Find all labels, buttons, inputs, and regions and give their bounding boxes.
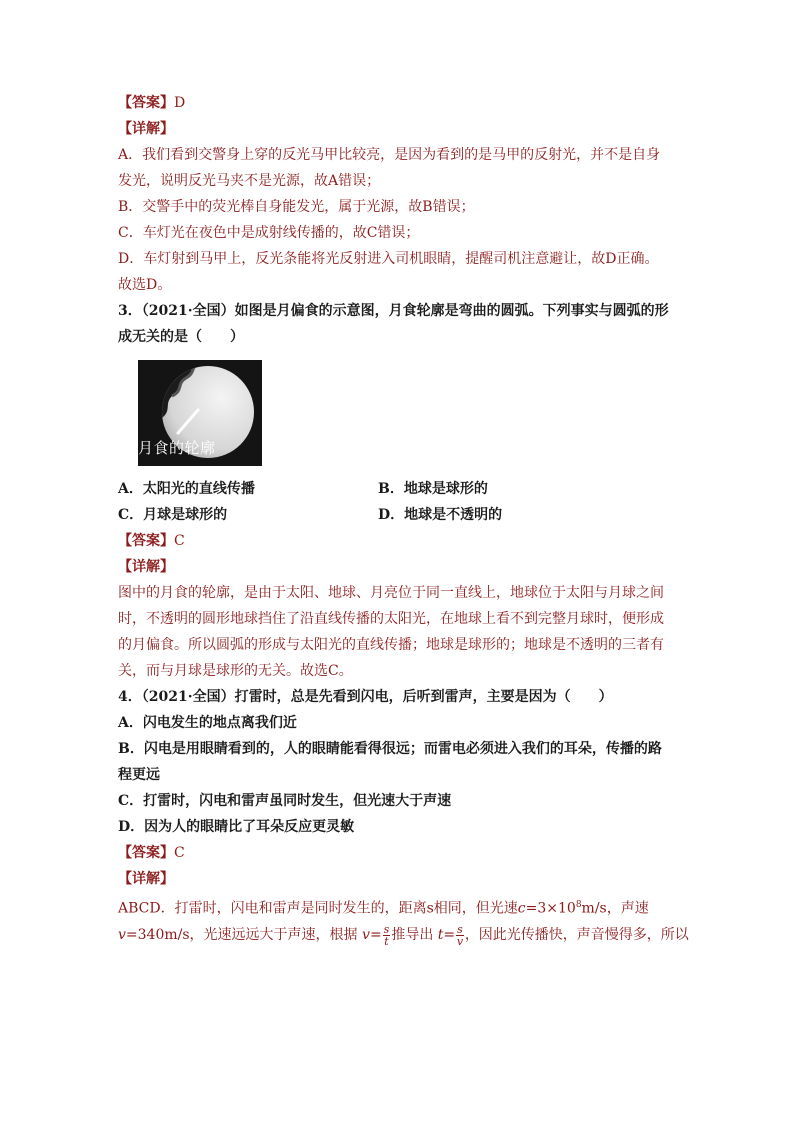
question-stem: 4．（2021·全国）打雷时，总是先看到闪电，后听到雷声，主要是因为（ ） <box>118 689 613 705</box>
question-stem: 3．（2021·全国）如图是月偏食的示意图，月食轮廓是弯曲的圆弧。下列事实与圆弧的形 <box>118 303 669 319</box>
formula-fraction: $\frac{s}{v}$ <box>456 922 464 948</box>
detail-text: D．车灯射到马甲上，反光条能将光反射进入司机眼睛，提醒司机注意避让，故D正确。 <box>118 251 659 267</box>
option-b: B．地球是球形的 <box>378 481 488 497</box>
detail-text: 的月偏食。所以圆弧的形成与太阳光的直线传播；地球是球形的；地球是不透明的三者有 <box>118 637 664 653</box>
detail-text: 图中的月食的轮廓，是由于太阳、地球、月亮位于同一直线上，地球位于太阳与月球之间 <box>118 585 664 601</box>
answer-line: 【答案】D <box>118 95 186 111</box>
detail-label: 【详解】 <box>118 559 174 575</box>
figure-caption: 月食的轮廓 <box>138 439 216 457</box>
option-a: A．太阳光的直线传播 <box>118 481 255 497</box>
detail-label: 【详解】 <box>118 871 174 887</box>
question-stem: 成无关的是（ ） <box>118 329 244 345</box>
detail-text: C．车灯光在夜色中是成射线传播的，故C错误； <box>118 225 420 241</box>
option-b-cont: 程更远 <box>118 767 160 783</box>
detail-text: 时，不透明的圆形地球挡住了沿直线传播的太阳光，在地球上看不到完整月球时，便形成 <box>118 611 664 627</box>
options-row <box>118 502 678 528</box>
lunar-eclipse-figure <box>138 360 262 466</box>
detail-text: 关，而与月球是球形的无关。故选C。 <box>118 663 353 679</box>
option-d: D．地球是不透明的 <box>378 507 503 523</box>
answer-line: 【答案】C <box>118 845 185 861</box>
answer-line: 【答案】C <box>118 533 185 549</box>
option-a: A．闪电发生的地点离我们近 <box>118 715 297 731</box>
detail-text: ABCD．打雷时，闪电和雷声是同时发生的，距离s相同，但光速$c=3\times 10^8m/s$，声速 <box>118 900 649 917</box>
detail-text: A．我们看到交警身上穿的反光马甲比较亮，是因为看到的是马甲的反射光，并不是自身 <box>118 147 661 163</box>
option-c: C．月球是球形的 <box>118 507 228 523</box>
detail-text: v=340m/s，光速远远大于声速，根据 v= $\frac{s}{t}$ 推导出 t= $\frac{s}{v}$ ，因此光传播快，声音慢得多，所以 <box>118 922 689 948</box>
detail-text: 发光，说明反光马夹不是光源，故A错误； <box>118 173 381 189</box>
options-row <box>118 476 678 502</box>
detail-text: 故选D。 <box>118 277 172 293</box>
formula-fraction: $\frac{s}{t}$ <box>383 922 390 948</box>
detail-label: 【详解】 <box>118 121 174 137</box>
option-d: D．因为人的眼睛比了耳朵反应更灵敏 <box>118 819 355 835</box>
option-c: C．打雷时，闪电和雷声虽同时发生，但光速大于声速 <box>118 793 452 809</box>
document-page <box>118 90 689 952</box>
option-b: B．闪电是用眼睛看到的，人的眼睛能看得很远；而雷电必须进入我们的耳朵，传播的路 <box>118 741 662 757</box>
detail-text: B．交警手中的荧光棒自身能发光，属于光源，故B错误； <box>118 199 475 215</box>
